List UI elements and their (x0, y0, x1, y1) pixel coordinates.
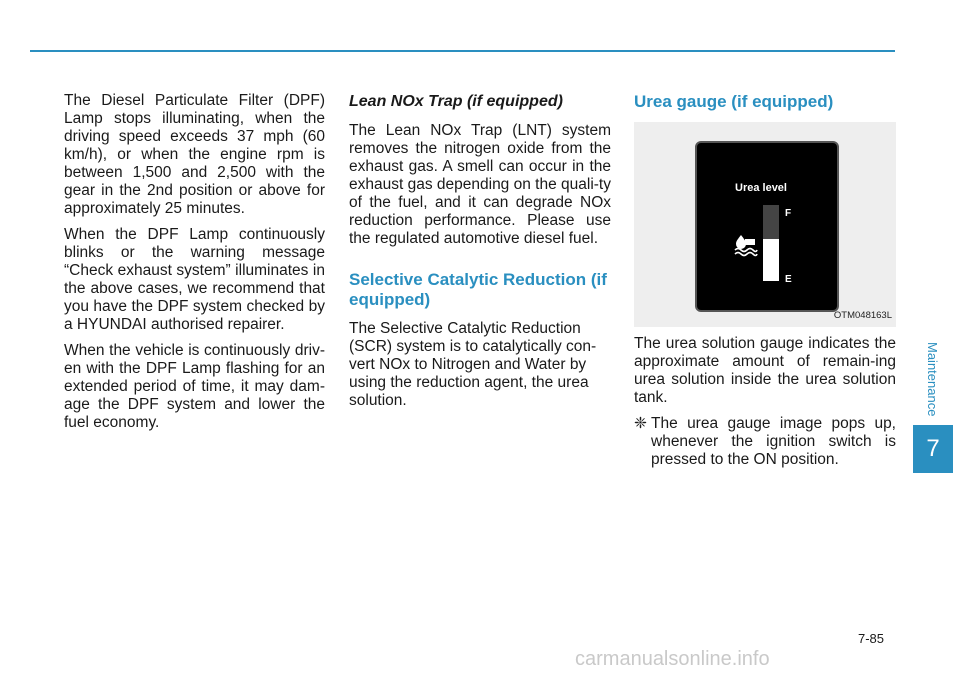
urea-tank-icon (731, 229, 759, 257)
paragraph-dpf-blink: When the DPF Lamp continuously blinks or the warning message “Check exhaust system” illuminates in the above cases, we recommend that you have the DPF system checked by a HYUNDAI authorised repairer. (64, 226, 325, 333)
figure-caption: OTM048163L (833, 310, 892, 321)
heading-lnt: Lean NOx Trap (if equipped) (349, 93, 563, 110)
column-1 (64, 92, 325, 440)
paragraph-dpf-driving: When the vehicle is continuously driv-en with the DPF Lamp flashing for an extended period of time, it may dam-age the DPF system and lower the fuel economy. (64, 342, 325, 431)
note (634, 415, 896, 469)
column-2 (349, 92, 611, 418)
section-label: Maintenance (925, 341, 940, 417)
column-3 (634, 92, 896, 469)
urea-level-title: Urea level (735, 182, 787, 194)
paragraph-lnt: The Lean NOx Trap (LNT) system removes the nitrogen oxide from the exhaust gas. A smell can occur in the exhaust gas depending on the quali-ty of the fuel, and it can degrade NOx reduction performance. Please use the regulated automotive diesel fuel. (349, 122, 611, 247)
watermark: carmanualsonline.info (575, 648, 770, 670)
paragraph-urea-gauge: The urea solution gauge indicates the approximate amount of remain-ing urea solution inside the urea solution tank. (634, 335, 896, 406)
paragraph-scr: The Selective Catalytic Reduction (SCR) system is to catalytically con-vert NOx to Nitrogen and Water by using the reduction agent, the urea solution. (349, 320, 597, 409)
cluster-display (695, 141, 839, 312)
gauge-empty-mark: E (785, 274, 792, 285)
note-mark: ❈ (634, 415, 647, 432)
top-rule (30, 50, 895, 52)
urea-gauge-figure (634, 122, 896, 327)
page-number: 7-85 (858, 631, 885, 646)
note-text: The urea gauge image pops up, whenever the ignition switch is pressed to the ON position. (651, 415, 896, 468)
urea-level-fill (763, 239, 779, 281)
chapter-tab: 7 (913, 425, 953, 473)
heading-urea-gauge: Urea gauge (if equipped) (634, 92, 834, 111)
urea-level-bar (763, 205, 779, 281)
gauge-full-mark: F (785, 208, 792, 219)
paragraph-dpf-stop: The Diesel Particulate Filter (DPF) Lamp stops illuminating, when the driving speed exceeds 37 mph (60 km/h), or when the engine rpm is between 1,500 and 2,500 with the gear in the 2nd position or above for approximately 25 minutes. (64, 92, 325, 217)
heading-scr: Selective Catalytic Reduction (if equipped) (349, 270, 607, 309)
